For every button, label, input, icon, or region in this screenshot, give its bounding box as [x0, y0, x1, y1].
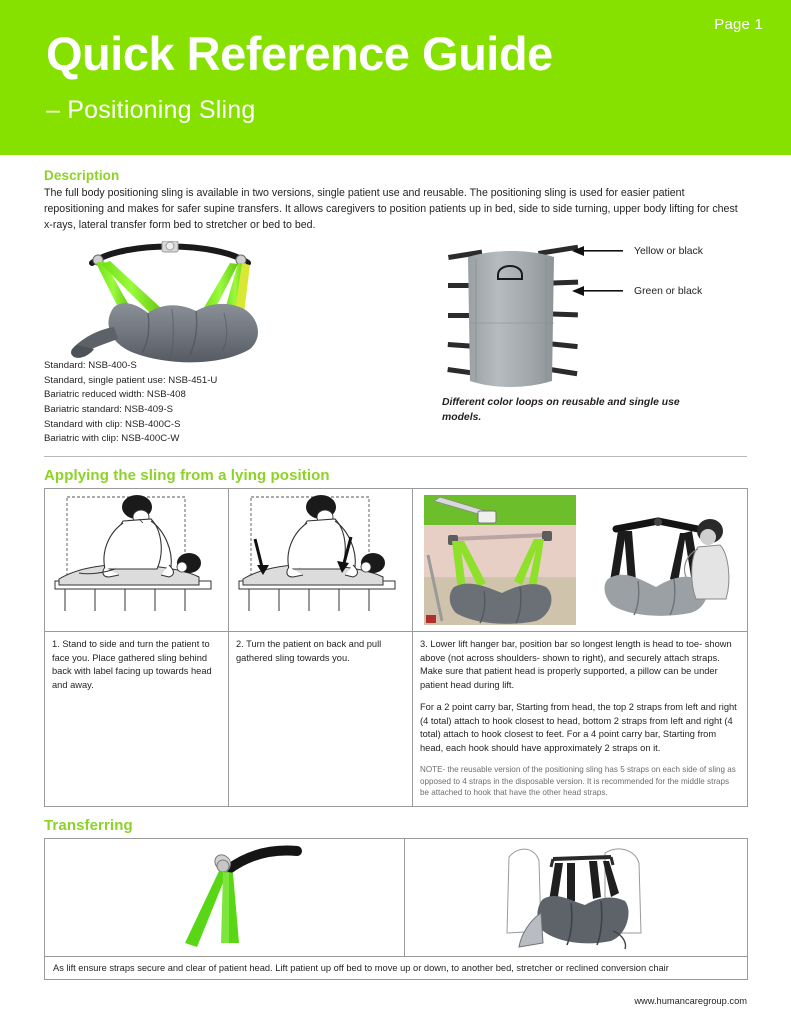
transfer-image-cell-right: [405, 839, 748, 957]
loop-color-callouts: [572, 241, 791, 321]
step3-text: [413, 632, 747, 806]
step1-line-drawing: [49, 489, 225, 625]
page-content: [0, 168, 791, 980]
model-item: Bariatric standard: NSB-409-S: [44, 404, 174, 416]
step3-paragraph-2: For a 2 point carry bar, Starting from head, the top 2 straps from left and right (4 total) attach to hook closest to head, bottom 2 straps from left and right (4 total) attach to hook closest to feet. For a 4 point carry bar, Starting from head, each hook should have approximately 2 straps on it.: [420, 702, 737, 753]
arrow-left-icon: [572, 245, 624, 257]
footer-url: www.humancaregroup.com: [634, 996, 747, 1007]
model-item: Standard: NSB-400-S: [44, 360, 137, 372]
model-item: Standard with clip: NSB-400C-S: [44, 418, 181, 430]
lifting-sketch: [501, 839, 651, 951]
transferring-heading: Transferring: [44, 817, 133, 835]
transferring-table: [44, 838, 748, 980]
table-row-caption: [45, 957, 748, 980]
arrow-left-icon: [572, 285, 624, 297]
page-number: Page 1: [714, 16, 763, 33]
hanging-sling-illustration: [52, 241, 312, 371]
step3-image-cell: [413, 489, 748, 632]
step1-image-cell: [45, 489, 229, 632]
applying-heading: Applying the sling from a lying position: [44, 467, 330, 485]
step2-line-drawing: [233, 489, 409, 625]
page-title: Quick Reference Guide: [46, 27, 553, 80]
step3-text-cell: [413, 632, 748, 807]
lift-hanger-photo: [424, 495, 576, 625]
description-body: The full body positioning sling is available in two versions, single patient use and reusable. The positioning sling is used for easier patient repositioning and makes for safer supine transfers. It allows caregivers to position patients up in bed, side to side turning, upper body lifting for chest x-rays, lateral transfer form bed to stretcher or bed to bed.: [44, 187, 738, 232]
step2-text: 2. Turn the patient on back and pull gathered sling towards you.: [236, 639, 382, 663]
model-item: Standard, single patient use: NSB-451-U: [44, 374, 218, 386]
callout-label: Yellow or black: [634, 245, 703, 257]
flat-sling-illustration: [442, 241, 592, 391]
step1-text-cell: [45, 632, 229, 807]
model-number-list: [44, 359, 217, 446]
table-row-captions: [45, 632, 748, 807]
product-images-row: [44, 237, 747, 447]
applying-steps-table: [44, 488, 748, 807]
loops-caption: Different color loops on reusable and single use models.: [442, 397, 680, 424]
transfer-caption: As lift ensure straps secure and clear of patient head. Lift patient up off bed to move up or down, to another bed, stretcher or reclined conversion chair: [53, 963, 669, 974]
callout-yellow-or-black: [572, 241, 791, 261]
table-row-images: [45, 839, 748, 957]
step1-text: 1. Stand to side and turn the patient to face you. Place gathered sling behind back with label facing up towards head and away.: [52, 639, 212, 690]
callout-green-or-black: [572, 281, 791, 301]
step2-image-cell: [229, 489, 413, 632]
divider: [44, 456, 747, 457]
transfer-image-cell-left: [45, 839, 405, 957]
model-item: Bariatric with clip: NSB-400C-W: [44, 433, 180, 445]
page-header: [0, 0, 791, 155]
straps-on-hook-photo: [125, 839, 325, 949]
step2-text-cell: [229, 632, 413, 807]
description-heading: Description: [44, 168, 120, 183]
table-row-images: [45, 489, 748, 632]
shoulder-position-photo: [586, 495, 736, 625]
step3-note: NOTE- the reusable version of the positioning sling has 5 straps on each side of sling as opposed to 4 straps in the disposable version. It is recommended for the middle straps be attached to hook that have the other head straps.: [420, 765, 736, 797]
page-subtitle: – Positioning Sling: [46, 96, 256, 124]
callout-label: Green or black: [634, 285, 703, 297]
step3-paragraph-1: 3. Lower lift hanger bar, position bar so longest length is head to toe- shown above (not across shoulders- shown to right), and securely attach straps. Make sure that patient head is properly supported, a pillow can be under patient head during lift.: [420, 639, 732, 690]
transfer-caption-cell: [45, 957, 748, 980]
model-item: Bariatric reduced width: NSB-408: [44, 389, 186, 401]
